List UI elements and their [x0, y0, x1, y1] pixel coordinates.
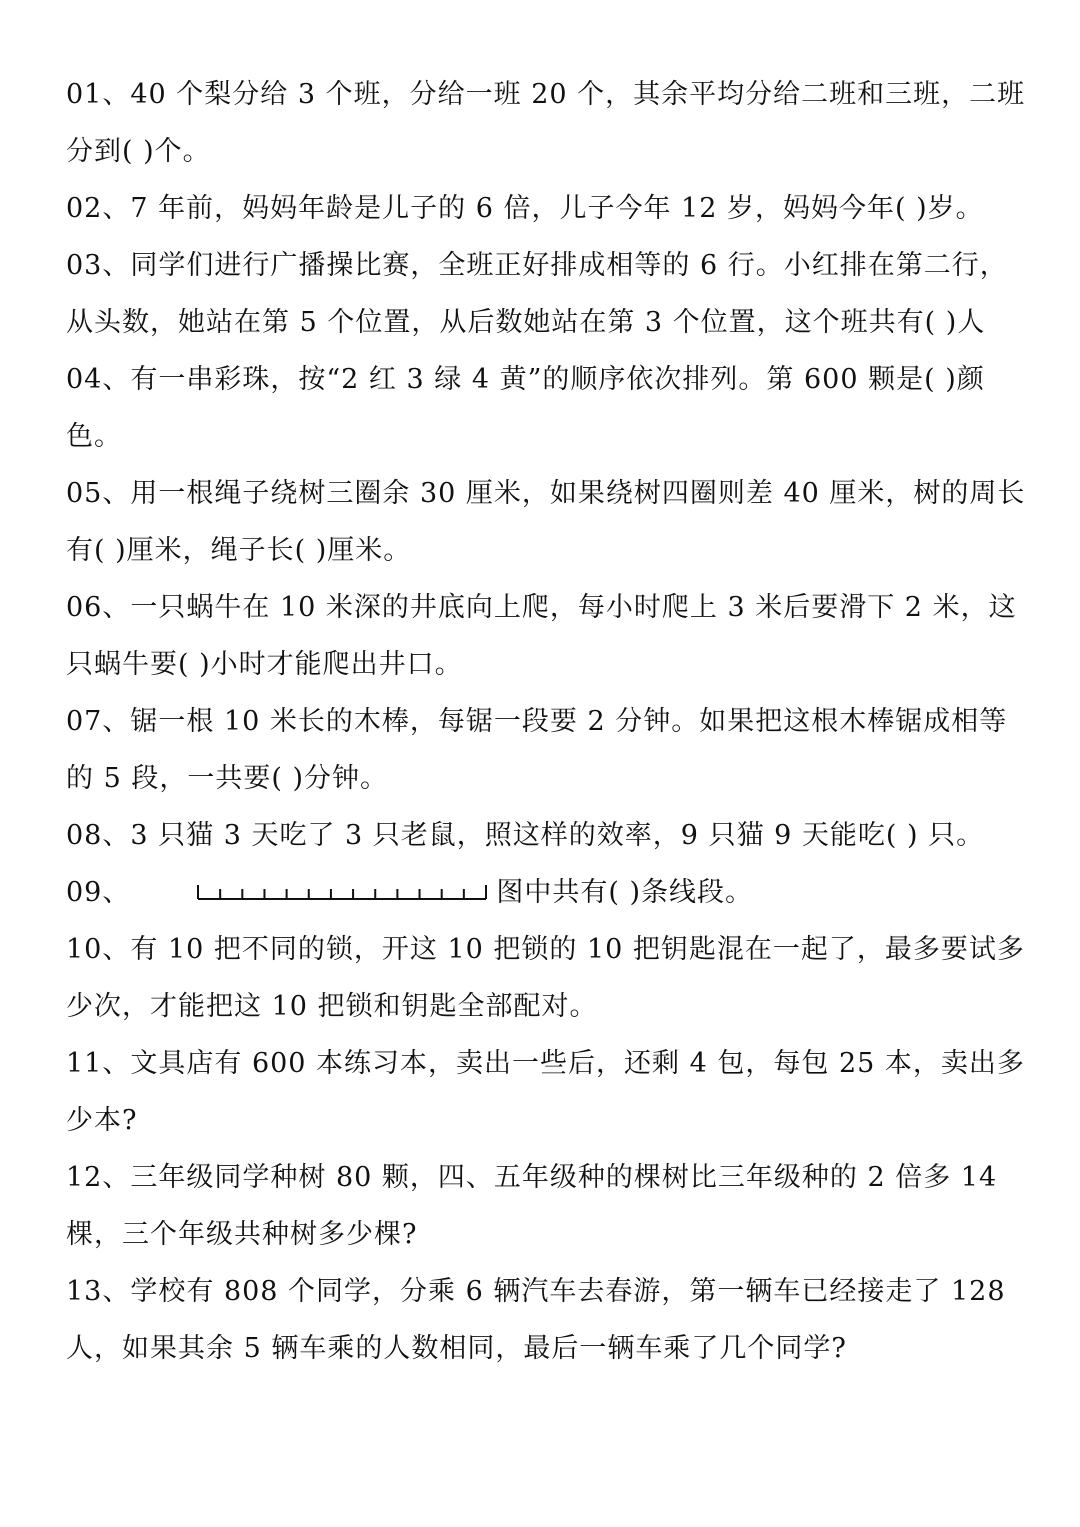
- question-number: 06、: [66, 592, 131, 623]
- question-text: 7 年前，妈妈年龄是儿子的 6 倍，儿子今年 12 岁，妈妈今年( )岁。: [130, 193, 984, 224]
- question-number: 12、: [66, 1162, 131, 1193]
- question-number: 01、: [66, 79, 131, 110]
- question-text: 同学们进行广播操比赛，全班正好排成相等的 6 行。小红排在第二行，从头数，她站在第 5 个位置，从后数她站在第 3 个位置，这个班共有( )人: [66, 250, 1008, 338]
- question-12: [66, 1149, 1026, 1263]
- question-text: 3 只猫 3 天吃了 3 只老鼠，照这样的效率，9 只猫 9 天能吃( ) 只。: [130, 820, 985, 851]
- question-number: 03、: [66, 250, 131, 281]
- question-text: 三年级同学种树 80 颗，四、五年级种的棵树比三年级种的 2 倍多 14 棵，三个年级共种树多少棵?: [66, 1162, 998, 1250]
- question-04: [66, 351, 1026, 465]
- question-09: [66, 864, 1026, 921]
- question-11: [66, 1035, 1026, 1149]
- question-text: 图中共有( )条线段。: [496, 877, 754, 908]
- question-06: [66, 579, 1026, 693]
- question-number: 13、: [66, 1276, 131, 1307]
- line-segment-diagram: [194, 883, 490, 905]
- question-text: 学校有 808 个同学，分乘 6 辆汽车去春游，第一辆车已经接走了 128 人，如果其余 5 辆车乘的人数相同，最后一辆车乘了几个同学?: [66, 1276, 1006, 1364]
- question-03: [66, 237, 1026, 351]
- question-number: 04、: [66, 364, 131, 395]
- question-number: 11、: [66, 1048, 131, 1079]
- question-list: [66, 66, 1026, 1377]
- question-10: [66, 921, 1026, 1035]
- question-number: 05、: [66, 478, 131, 509]
- question-text: 文具店有 600 本练习本，卖出一些后，还剩 4 包，每包 25 本，卖出多少本?: [66, 1048, 1025, 1136]
- question-text: 40 个梨分给 3 个班，分给一班 20 个，其余平均分给二班和三班，二班分到( )个。: [66, 79, 1026, 167]
- question-number: 07、: [66, 706, 131, 737]
- question-text: 锯一根 10 米长的木棒，每锯一段要 2 分钟。如果把这根木棒锯成相等的 5 段，一共要( )分钟。: [66, 706, 1008, 794]
- question-number: 10、: [66, 934, 131, 965]
- question-number: 09、: [66, 877, 131, 908]
- question-number: 08、: [66, 820, 131, 851]
- question-05: [66, 465, 1026, 579]
- question-text: 一只蜗牛在 10 米深的井底向上爬，每小时爬上 3 米后要滑下 2 米，这只蜗牛要( )小时才能爬出井口。: [66, 592, 1017, 680]
- question-text: 有一串彩珠，按“2 红 3 绿 4 黄”的顺序依次排列。第 600 颗是( )颜色。: [66, 364, 985, 452]
- question-02: [66, 180, 1026, 237]
- question-08: [66, 807, 1026, 864]
- question-number: 02、: [66, 193, 131, 224]
- question-01: [66, 66, 1026, 180]
- line-segment-figure: [194, 883, 490, 905]
- question-07: [66, 693, 1026, 807]
- question-text: 用一根绳子绕树三圈余 30 厘米，如果绕树四圈则差 40 厘米，树的周长有( )厘米，绳子长( )厘米。: [66, 478, 1026, 566]
- question-13: [66, 1263, 1026, 1377]
- question-text: 有 10 把不同的锁，开这 10 把锁的 10 把钥匙混在一起了，最多要试多少次，才能把这 10 把锁和钥匙全部配对。: [66, 934, 1025, 1022]
